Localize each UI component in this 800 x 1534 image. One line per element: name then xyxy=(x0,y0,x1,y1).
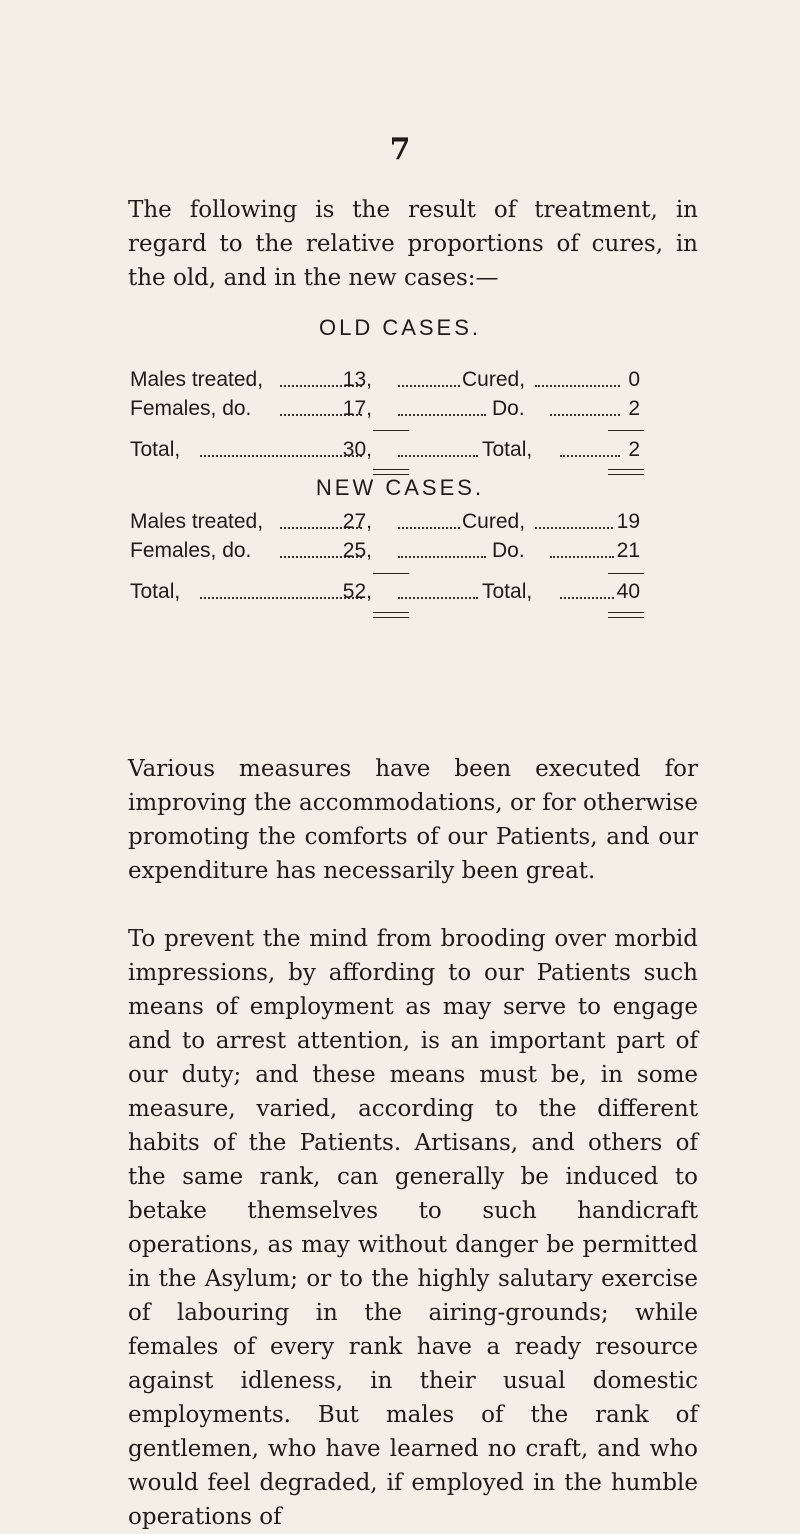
dot-leader xyxy=(398,453,478,457)
row-outcome: 19 xyxy=(616,510,640,533)
row-outcome-label: Cured, xyxy=(462,510,526,533)
row-label: Females, do. xyxy=(130,539,252,562)
old-males-row xyxy=(130,368,640,398)
row-outcome: 2 xyxy=(628,397,640,420)
row-label: Total, xyxy=(130,438,181,461)
page-number: 7 xyxy=(389,132,411,167)
old-total-row xyxy=(130,438,640,468)
sum-rule xyxy=(608,573,644,574)
double-rule xyxy=(373,612,409,618)
paragraph-measures: Various measures have been executed for improving the accommodations, or for otherwise promoting the comforts of our Patients, and our expenditure has necessarily been great. xyxy=(128,756,698,884)
row-outcome-label: Do. xyxy=(492,397,525,420)
row-label: Total, xyxy=(130,580,181,603)
new-total-row xyxy=(130,580,640,610)
sum-rule xyxy=(608,430,644,431)
dot-leader xyxy=(200,595,362,599)
row-count: 13, xyxy=(342,368,372,391)
dot-leader xyxy=(398,525,460,529)
row-outcome: 21 xyxy=(616,539,640,562)
row-count: 30, xyxy=(342,438,372,461)
dot-leader xyxy=(535,525,613,529)
new-females-row xyxy=(130,539,640,569)
row-outcome-label: Do. xyxy=(492,539,525,562)
dot-leader xyxy=(398,595,478,599)
row-outcome: 40 xyxy=(616,580,640,603)
intro-paragraph: The following is the result of treatment, in regard to the relative proportions of cures, in the old, and in the new cases:— xyxy=(128,197,698,291)
dot-leader xyxy=(550,412,620,416)
paragraph-employment: To prevent the mind from brooding over morbid impressions, by affording to our Patients such means of employment as may serve to engage and to arrest attention, is an important part of our duty; and these means must be, in some measure, varied, according to the different habits of the Patients. Artisans, and others of the same rank, can generally be induced to betake themselves to such handicraft operations, as may without danger be permitted in the Asylum; or to the highly salutary exercise of labouring in the airing-grounds; while females of every rank have a ready resource against idleness, in their usual domestic employments. But males of the rank of gentlemen, who have learned no craft, and who would feel degraded, if employed in the humble operations of xyxy=(128,926,698,1530)
old-cases-title: OLD CASES. xyxy=(318,315,482,340)
row-outcome-label: Total, xyxy=(482,580,533,603)
row-count: 17, xyxy=(342,397,372,420)
dot-leader xyxy=(550,554,614,558)
row-label: Males treated, xyxy=(130,510,264,533)
old-females-row xyxy=(130,397,640,427)
row-count: 52, xyxy=(342,580,372,603)
new-cases-title: NEW CASES. xyxy=(315,475,485,500)
dot-leader xyxy=(560,453,620,457)
dot-leader xyxy=(398,412,486,416)
double-rule xyxy=(608,612,644,618)
row-outcome: 0 xyxy=(628,368,640,391)
dot-leader xyxy=(398,554,486,558)
row-count: 25, xyxy=(342,539,372,562)
dot-leader xyxy=(200,453,362,457)
sum-rule xyxy=(373,430,409,431)
dot-leader xyxy=(535,383,620,387)
row-count: 27, xyxy=(342,510,372,533)
dot-leader xyxy=(398,383,460,387)
row-outcome-label: Total, xyxy=(482,438,533,461)
sum-rule xyxy=(373,573,409,574)
new-males-row xyxy=(130,510,640,540)
row-label: Females, do. xyxy=(130,397,252,420)
dot-leader xyxy=(560,595,614,599)
row-outcome: 2 xyxy=(628,438,640,461)
row-label: Males treated, xyxy=(130,368,264,391)
row-outcome-label: Cured, xyxy=(462,368,526,391)
